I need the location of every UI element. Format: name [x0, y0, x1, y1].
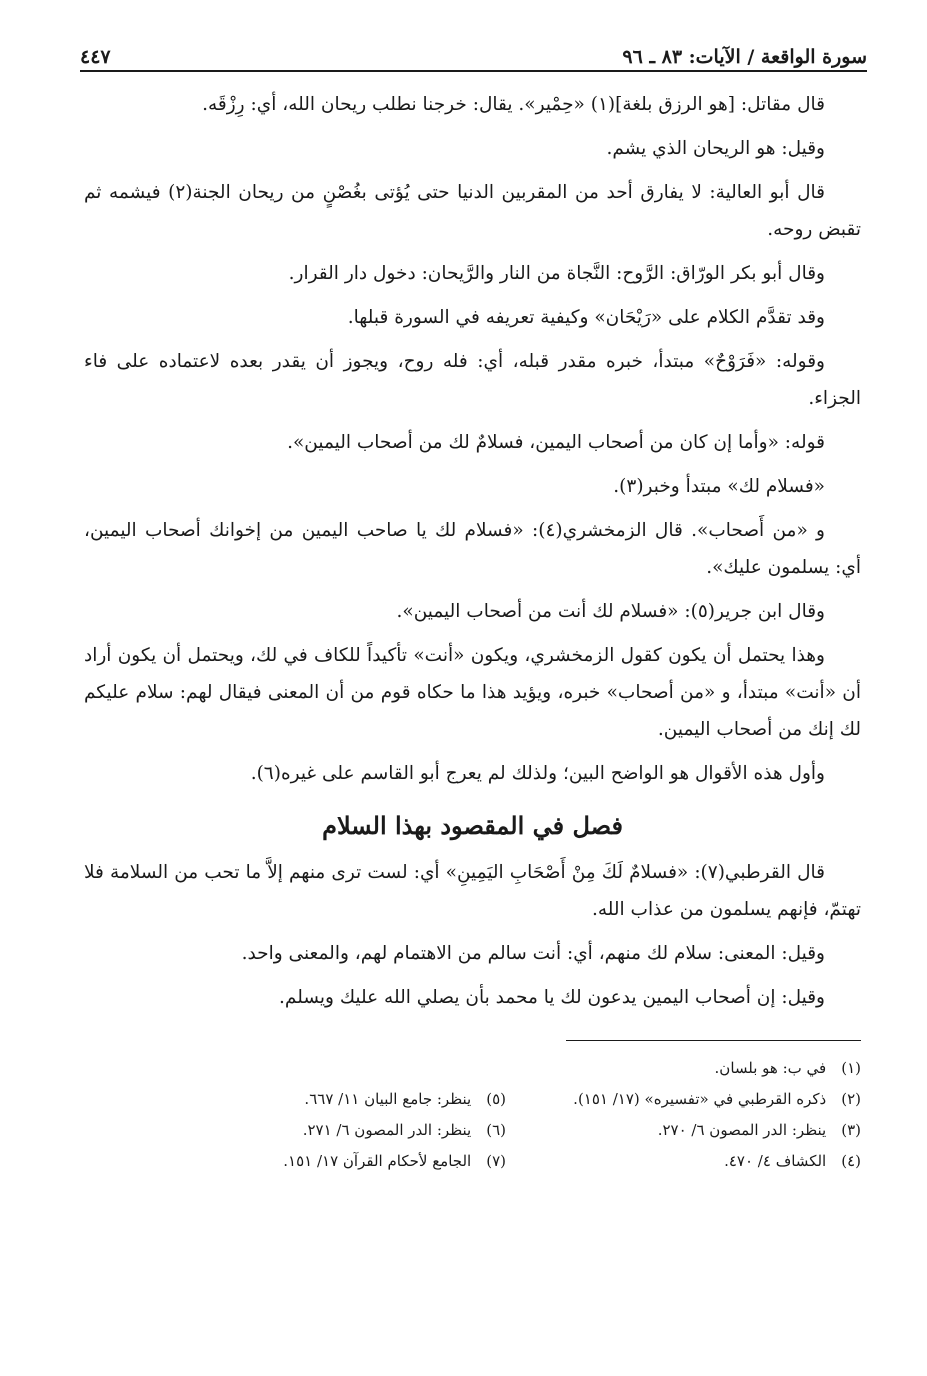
footnote-text: في ب: هو بلسان. — [714, 1059, 827, 1077]
footnote-empty — [176, 1053, 506, 1084]
paragraph: قوله: «وأما إن كان من أصحاب اليمين، فسلامٌ لك من أصحاب اليمين». — [287, 432, 825, 453]
footnote — [176, 1146, 506, 1177]
footnote-number: (٧) — [486, 1152, 506, 1170]
footnote-text: ينظر: جامع البيان ١١/ ٦٦٧. — [304, 1090, 472, 1108]
main-text — [84, 86, 861, 1016]
footnotes — [84, 1053, 861, 1177]
footnote — [176, 1115, 506, 1146]
paragraph: وقد تقدَّم الكلام على «رَيْحَان» وكيفية تعريفه في السورة قبلها. — [347, 307, 825, 328]
footnote — [531, 1053, 861, 1084]
paragraph: و «من أَصحاب». قال الزمخشري(٤): «فسلام لك يا صاحب اليمين من إخوانك أصحاب اليمين، أي: يسلمون عليك». — [84, 520, 861, 578]
footnote-text: الكشاف ٤/ ٤٧٠. — [724, 1152, 827, 1170]
footnote-number: (٤) — [841, 1152, 861, 1170]
paragraph: وقال أبو بكر الورّاق: الرَّوح: النَّجاة من النار والرَّيحان: دخول دار القرار. — [288, 263, 825, 284]
footnote-text: ذكره القرطبي في «تفسيره» (١٧/ ١٥١). — [573, 1090, 827, 1108]
paragraph: وأول هذه الأقوال هو الواضح البين؛ ولذلك لم يعرج أبو القاسم على غيره(٦). — [250, 763, 825, 784]
page-header — [80, 38, 867, 72]
paragraph: وقيل: إن أصحاب اليمين يدعون لك يا محمد بأن يصلي الله عليك ويسلم. — [279, 987, 825, 1008]
page-number: ٤٤٧ — [80, 46, 111, 68]
footnote — [531, 1115, 861, 1146]
footnote — [176, 1084, 506, 1115]
running-title: سورة الواقعة / الآيات: ٨٣ ـ ٩٦ — [622, 46, 867, 68]
footnote-text: الجامع لأحكام القرآن ١٧/ ١٥١. — [283, 1152, 472, 1170]
paragraph: قال القرطبي(٧): «فسلامٌ لَكَ مِنْ أَصْحَابِ اليَمِينِ» أي: لست ترى منهم إلاَّ ما تحب من السلامة فلا تهتمّ، فإنهم يسلمون من عذاب الله. — [84, 862, 861, 920]
paragraph: وقال ابن جرير(٥): «فسلام لك أنت من أصحاب اليمين». — [396, 601, 825, 622]
paragraph: وقوله: «فَرَوْحٌ» مبتدأ، خبره مقدر قبله، أي: فله روح، ويجوز أن يقدر بعده لاعتماده على فاء الجزاء. — [84, 351, 861, 409]
footnote-number: (٦) — [486, 1121, 506, 1139]
footnote-number: (١) — [841, 1059, 861, 1077]
footnote-divider — [566, 1040, 861, 1041]
footnote-number: (٣) — [841, 1121, 861, 1139]
section-heading: فصل في المقصود بهذا السلام — [322, 811, 623, 840]
footnote — [531, 1146, 861, 1177]
paragraph: وهذا يحتمل أن يكون كقول الزمخشري، ويكون «أنت» تأكيداً للكاف في لك، ويحتمل أن يكون أراد أن «أنت» مبتدأ، و «من أصحاب» خبره، ويؤيد هذا ما حكاه قوم من أن المعنى فيقال لهم: سلام عليكم لك إنك من أصحاب اليمين. — [84, 645, 861, 740]
paragraph: وقيل: هو الريحان الذي يشم. — [606, 138, 825, 159]
paragraph: قال أبو العالية: لا يفارق أحد من المقربين الدنيا حتى يُؤتى بغُصْنٍ من ريحان الجنة(٢) فيشمه ثم تقبض روحه. — [84, 182, 861, 240]
footnote-number: (٢) — [841, 1090, 861, 1108]
paragraph: «فسلام لك» مبتدأ وخبر(٣). — [613, 476, 825, 497]
paragraph: قال مقاتل: [هو الرزق بلغة](١) «حِمْير». يقال: خرجنا نطلب ريحان الله، أي: رِزْقَه. — [202, 94, 825, 115]
footnote — [531, 1084, 861, 1115]
footnote-text: ينظر: الدر المصون ٦/ ٢٧١. — [302, 1121, 472, 1139]
paragraph: وقيل: المعنى: سلام لك منهم، أي: أنت سالم من الاهتمام لهم، والمعنى واحد. — [241, 943, 825, 964]
footnote-number: (٥) — [486, 1090, 506, 1108]
footnote-text: ينظر: الدر المصون ٦/ ٢٧٠. — [657, 1121, 827, 1139]
